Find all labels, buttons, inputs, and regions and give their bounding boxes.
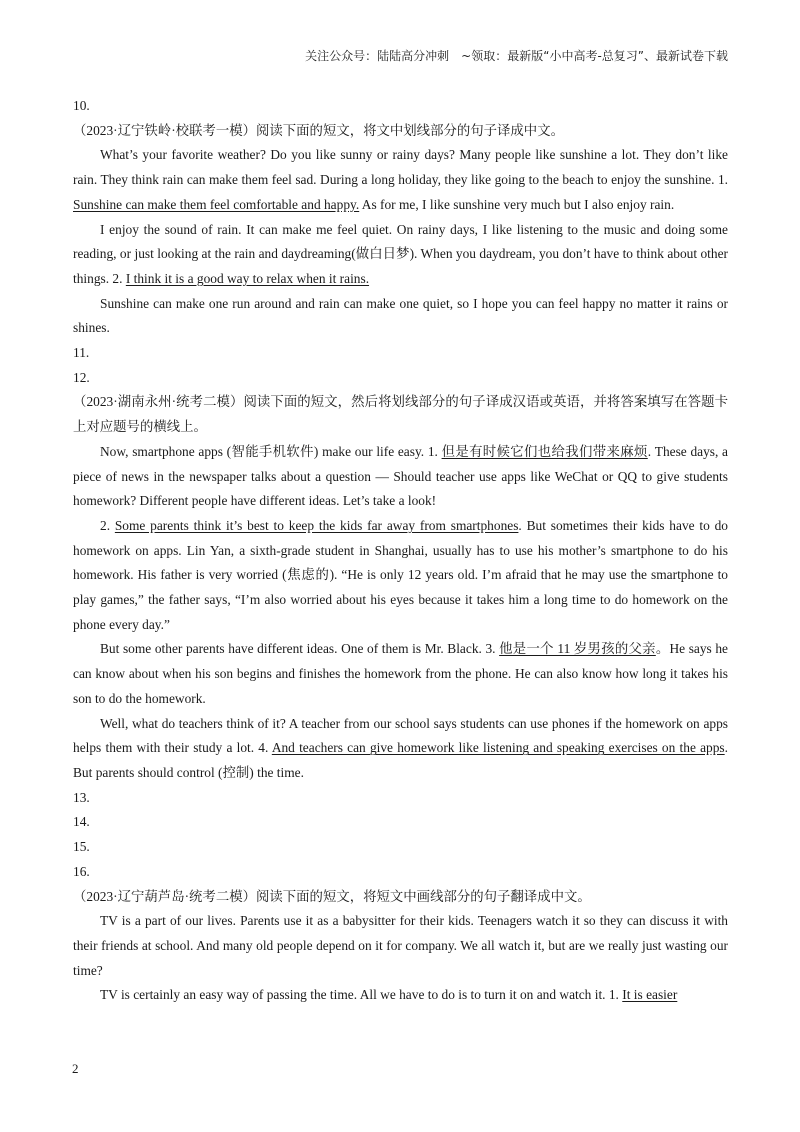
q16-p2-text-a: TV is certainly an easy way of passing the time. All we have to do is to turn it on and watch it. 1. <box>100 987 623 1003</box>
q10-p1-text-a: What’s your favorite weather? Do you like sunny or rainy days? Many people like sunshine a lot. They don’t like rain. They think rain can make them feel sad. During a long holiday, they like going to the beach to enjoy the sunshine. 1. <box>73 147 728 188</box>
q12-underlined-sentence-4: And teachers can give homework like listening and speaking exercises on the apps <box>271 740 725 756</box>
q10-p1-text-b: As for me, I like sunshine very much but I also enjoy rain. <box>359 196 675 212</box>
q10-underlined-sentence-1: Sunshine can make them feel comfortable and happy. <box>73 196 360 212</box>
question-source-10: （2023·辽宁铁岭·校联考一模）阅读下面的短文，将文中划线部分的句子译成中文。 <box>73 122 564 138</box>
question-source-12: （2023·湖南永州·统考二模）阅读下面的短文，然后将划线部分的句子译成汉语或英语，并将答案填写在答题卡上对应题号的横线上。 <box>73 394 728 435</box>
question-number-10: 10. <box>73 98 90 113</box>
question-number-15: 15. <box>73 839 90 855</box>
q10-underlined-sentence-2: I think it is a good way to relax when it rains. <box>125 270 370 286</box>
q12-p1-text-a: Now, smartphone apps (智能手机软件) make our life easy. 1. <box>100 443 442 459</box>
q12-paragraph-4 <box>73 712 728 786</box>
q12-p2-text-b: . But sometimes their kids have to do homework on apps. Lin Yan, a sixth-grade student in Shanghai, usually has to use his mother’s smartphone to do his homework. His father is very worried (焦虑的). “He is only 12 years old. I’m afraid that he may use the smartphone to play games,” the father says, “I’m also worried about his eyes because it takes him a long time to do homework on the phone every day.” <box>73 517 729 632</box>
question-number-12: 12. <box>73 369 90 385</box>
q12-paragraph-3 <box>73 637 728 711</box>
q12-p2-text-a: 2. <box>100 517 115 533</box>
q12-p1-text-b: . These days, a piece of news in the newspaper talks about a question — Should teacher use apps like WeChat or QQ to give students homework? Different people have different ideas. Let’s take a look! <box>73 443 728 509</box>
q12-underlined-sentence-1: 但是有时候它们也给我们带来麻烦 <box>441 443 648 459</box>
q10-paragraph-3: Sunshine can make one run around and rain can make one quiet, so I hope you can feel happy no matter it rains or shines. <box>73 295 728 336</box>
q10-paragraph-1 <box>73 143 728 217</box>
q12-paragraph-1 <box>73 440 728 514</box>
q16-paragraph-2 <box>73 983 728 1008</box>
question-number-16: 16. <box>73 863 90 879</box>
q12-underlined-sentence-3: 他是一个 11 岁男孩的父亲 <box>499 641 656 657</box>
q16-paragraph-1: TV is a part of our lives. Parents use it as a babysitter for their kids. Teenagers watch it so they can discuss it with their friends at school. And many old people depend on it for company. We all watch it, but are we really just wasting our time? <box>73 913 728 978</box>
page-header: 关注公众号：陆陆高分冲刺 ~领取：最新版“小中高考-总复习”、最新试卷下载 <box>305 49 728 63</box>
question-source-16: （2023·辽宁葫芦岛·统考二模）阅读下面的短文，将短文中画线部分的句子翻译成中文。 <box>73 888 591 904</box>
q12-paragraph-2 <box>73 514 728 638</box>
q10-paragraph-2 <box>73 218 728 292</box>
q12-underlined-sentence-2: Some parents think it’s best to keep the kids far away from smartphones <box>114 517 519 533</box>
q12-p3-text-a: But some other parents have different ideas. One of them is Mr. Black. 3. <box>100 641 500 657</box>
q12-p3-text-b: 。He says he can know about when his son begins and finishes the homework from the phone. He can also know how long it takes his son to do the homework. <box>73 641 729 706</box>
document-body <box>73 94 728 1008</box>
question-number-13: 13. <box>73 789 90 805</box>
page-number: 2 <box>72 1061 79 1076</box>
q12-p4-text-b: . But parents should control (控制) the time. <box>73 740 729 780</box>
q10-p2-text-a: I enjoy the sound of rain. It can make me feel quiet. On rainy days, I like listening to the music and doing some reading, or just looking at the rain and daydreaming(做白日梦). When you daydream, you don’t have to think about other things. 2. <box>73 221 728 286</box>
question-number-11: 11. <box>73 345 90 361</box>
q16-underlined-sentence-1: It is easier <box>622 987 678 1003</box>
question-number-14: 14. <box>73 814 90 830</box>
q12-p4-text-a: Well, what do teachers think of it? A teacher from our school says students can use phones if the homework on apps helps them with their study a lot. 4. <box>73 715 728 756</box>
